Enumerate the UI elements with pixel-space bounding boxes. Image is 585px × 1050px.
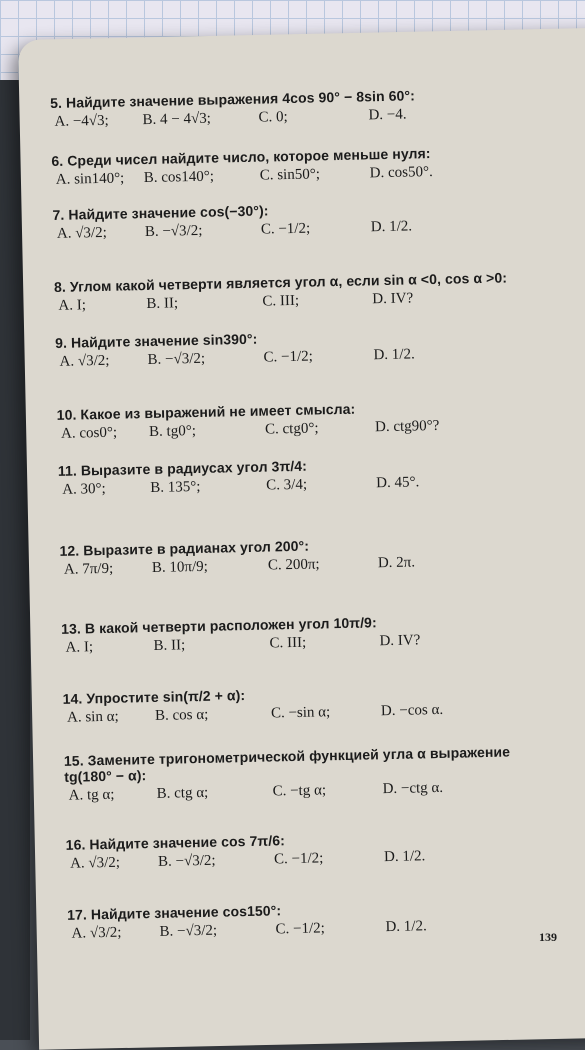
option-a: A. I; — [65, 639, 94, 656]
question-stem: 15. Замените тригонометрической функцией угла α выражение tg(180° − α): — [63, 743, 511, 785]
page-number: 139 — [539, 930, 557, 944]
option-b: B. 135°; — [150, 478, 201, 496]
question-stem: 9. Найдите значение sin390°: — [55, 330, 258, 351]
option-b: B. −√3/2; — [147, 350, 206, 369]
option-a: A. I; — [58, 297, 87, 314]
option-a: A. tg α; — [68, 786, 115, 804]
option-c: C. 0; — [258, 109, 288, 126]
question-stem: 10. Какое из выражений не имеет смысла: — [56, 400, 356, 423]
option-a: A. √3/2; — [56, 224, 107, 242]
option-d: D. 1/2. — [383, 848, 426, 866]
option-c: C. sin50°; — [259, 166, 321, 184]
option-c: C. −tg α; — [272, 782, 327, 800]
option-d: D. IV? — [379, 632, 421, 650]
option-c: C. −1/2; — [275, 920, 325, 938]
option-b: B. cos α; — [154, 706, 209, 724]
option-c: C. −1/2; — [260, 220, 311, 238]
option-b: B. ctg α; — [156, 784, 209, 802]
option-b: B. −√3/2; — [159, 922, 218, 940]
question-stem: 17. Найдите значение cos150°: — [67, 902, 282, 923]
option-b: B. −√3/2; — [157, 852, 216, 870]
option-d: D. 1/2. — [385, 918, 427, 936]
option-d: D. 1/2. — [373, 346, 415, 364]
option-d: D. ctg90°? — [374, 417, 440, 436]
option-a: A. 7π/9; — [63, 560, 114, 578]
question-stem: 16. Найдите значение cos 7π/6: — [65, 832, 286, 853]
option-a: A. √3/2; — [59, 352, 110, 370]
option-c: C. −1/2; — [273, 850, 324, 868]
option-b: B. II; — [146, 295, 179, 313]
option-b: B. II; — [153, 637, 186, 654]
option-a: A. √3/2; — [71, 924, 122, 942]
option-d: D. cos50°. — [369, 164, 433, 182]
option-a: A. sin140°; — [55, 170, 125, 188]
option-d: D. −cos α. — [380, 701, 444, 720]
question-stem: 6. Среди чисел найдите число, которое меньше нуля: — [51, 145, 431, 169]
question-stem: 5. Найдите значение выражения 4cos 90° − 8sin 60°: — [50, 87, 416, 111]
option-d: D. −4. — [368, 106, 407, 124]
option-b: B. tg0°; — [148, 423, 197, 440]
option-c: C. −sin α; — [270, 704, 331, 722]
question-stem: 8. Углом какой четверти является угол α, если sin α <0, cos α >0: — [53, 269, 508, 295]
question-stem: 7. Найдите значение cos(−30°): — [52, 202, 269, 223]
option-a: A. −4√3; — [54, 112, 109, 130]
option-b: B. −√3/2; — [144, 222, 203, 241]
option-c: C. ctg0°; — [264, 420, 319, 438]
option-b: B. 10π/9; — [151, 558, 209, 576]
question-15 — [64, 743, 555, 816]
option-d: D. 45°. — [376, 474, 420, 492]
option-d: D. 1/2. — [370, 218, 413, 236]
option-a: A. 30°; — [62, 480, 106, 498]
option-c: C. III; — [269, 634, 307, 652]
option-d: D. IV? — [372, 290, 414, 308]
option-d: D. 2π. — [377, 554, 416, 572]
option-c: C. −1/2; — [263, 348, 314, 366]
question-stem: 14. Упростите sin(π/2 + α): — [62, 687, 246, 707]
option-c: C. 3/4; — [266, 476, 308, 494]
option-a: A. sin α; — [66, 708, 119, 726]
option-b: B. cos140°; — [143, 168, 215, 187]
option-c: C. 200π; — [267, 556, 320, 574]
question-stem: 11. Выразите в радиусах угол 3π/4: — [57, 457, 308, 479]
question-stem: 13. В какой четверти расположен угол 10π/9: — [61, 614, 377, 637]
option-b: B. 4 − 4√3; — [142, 110, 212, 129]
option-a: A. √3/2; — [69, 854, 121, 872]
option-c: C. III; — [262, 292, 300, 310]
option-a: A. cos0°; — [60, 424, 118, 442]
question-stem: 12. Выразите в радианах угол 200°: — [59, 537, 310, 559]
option-d: D. −ctg α. — [382, 779, 444, 798]
